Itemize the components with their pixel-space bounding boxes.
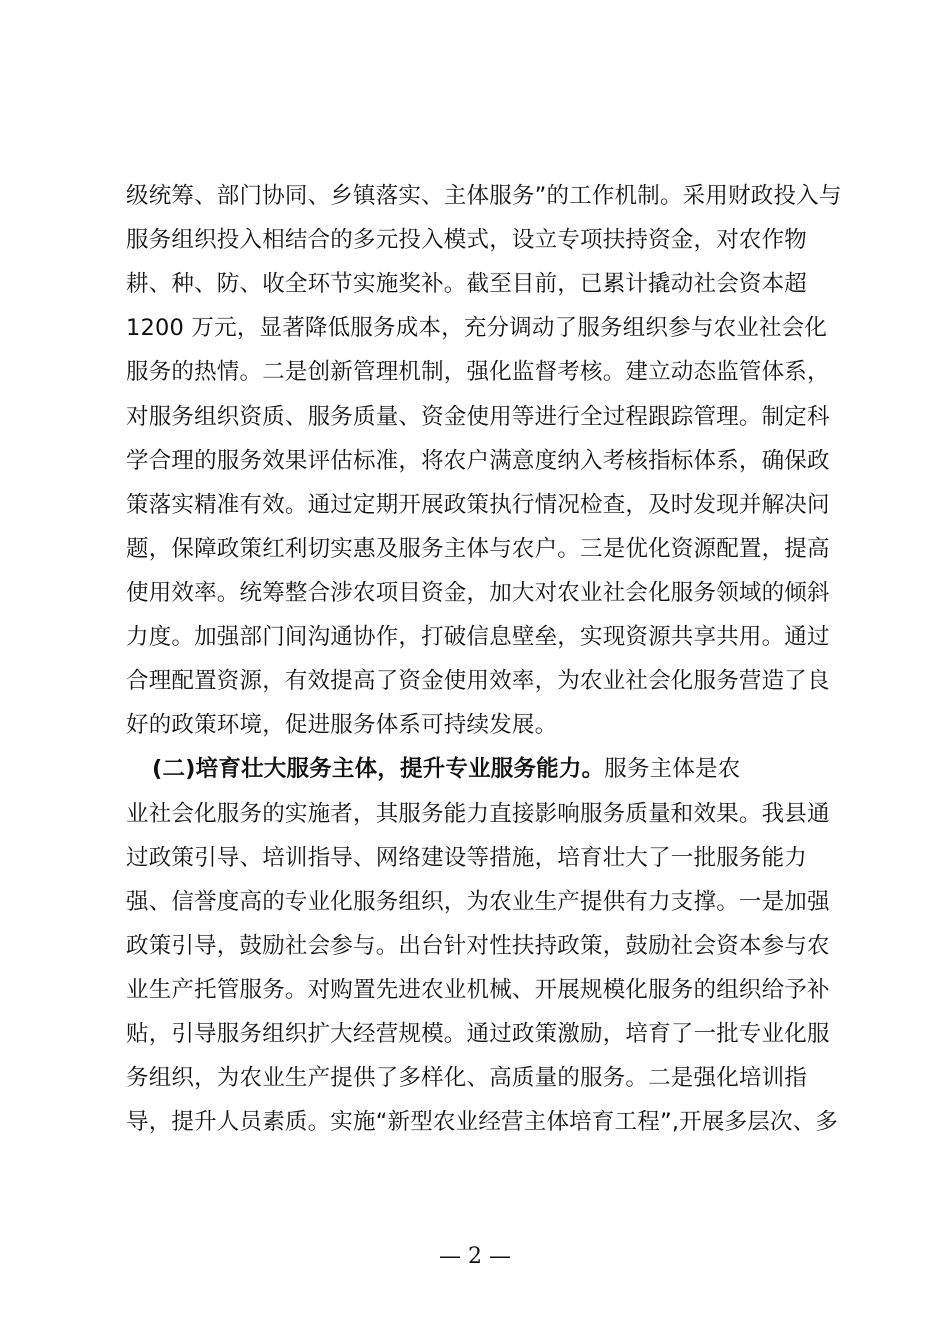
section-line-6: 贴，引导服务组织扩大经营规模。通过政策激励，培育了一批专业化服 [126, 1021, 830, 1047]
body-line-3: 耕、种、防、收全环节实施奖补。截至目前，已累计撬动社会资本超 [126, 271, 808, 297]
section-line-8: 导，提升人员素质。实施“新型农业经营主体培育工程”,开展多层次、多 [126, 1109, 839, 1135]
body-line-9: 题，保障政策红利切实惠及服务主体与农户。三是优化资源配置，提高 [126, 536, 830, 562]
section-line-5: 业生产托管服务。对购置先进农业机械、开展规模化服务的组织给予补 [126, 977, 830, 1003]
section-line-1: 业社会化服务的实施者，其服务能力直接影响服务质量和效果。我县通 [126, 801, 830, 827]
body-line-13: 好的政策环境，促进服务体系可持续发展。 [126, 712, 558, 738]
body-line-11: 力度。加强部门间沟通协作，打破信息壁垒，实现资源共享共用。通过 [126, 624, 830, 650]
body-line-10: 使用效率。统筹整合涉农项目资金，加大对农业社会化服务领域的倾斜 [126, 580, 830, 606]
body-line-7: 学合理的服务效果评估标准，将农户满意度纳入考核指标体系，确保政 [126, 448, 830, 474]
section-line-7: 务组织，为农业生产提供了多样化、高质量的服务。二是强化培训指 [126, 1065, 808, 1091]
body-line-5: 服务的热情。二是创新管理机制，强化监督考核。建立动态监管体系， [126, 359, 830, 385]
body-line-2: 服务组织投入相结合的多元投入模式，设立专项扶持资金，对农作物 [126, 227, 808, 253]
section-heading: (二)培育壮大服务主体，提升专业服务能力。 [152, 756, 605, 782]
section-line-4: 政策引导，鼓励社会参与。出台针对性扶持政策，鼓励社会资本参与农 [126, 933, 830, 959]
body-line-6: 对服务组织资质、服务质量、资金使用等进行全过程跟踪管理。制定科 [126, 404, 830, 430]
section-heading-line [152, 753, 872, 785]
page-number: — 2 — [439, 1244, 511, 1269]
section-line-3: 强、信誉度高的专业化服务组织，为农业生产提供有力支撑。一是加强 [126, 889, 830, 915]
body-line-1: 级统筹、部门协同、乡镇落实、主体服务”的工作机制。采用财政投入与 [126, 183, 842, 209]
body-line-8: 策落实精准有效。通过定期开展政策执行情况检查，及时发现并解决问 [126, 492, 830, 518]
section-heading-continuation: 服务主体是农 [604, 756, 741, 782]
body-line-4: 1200 万元，显著降低服务成本，充分调动了服务组织参与农业社会化 [126, 315, 828, 341]
body-line-12: 合理配置资源，有效提高了资金使用效率，为农业社会化服务营造了良 [126, 668, 830, 694]
section-line-2: 过政策引导、培训指导、网络建设等措施，培育壮大了一批服务能力 [126, 845, 808, 871]
